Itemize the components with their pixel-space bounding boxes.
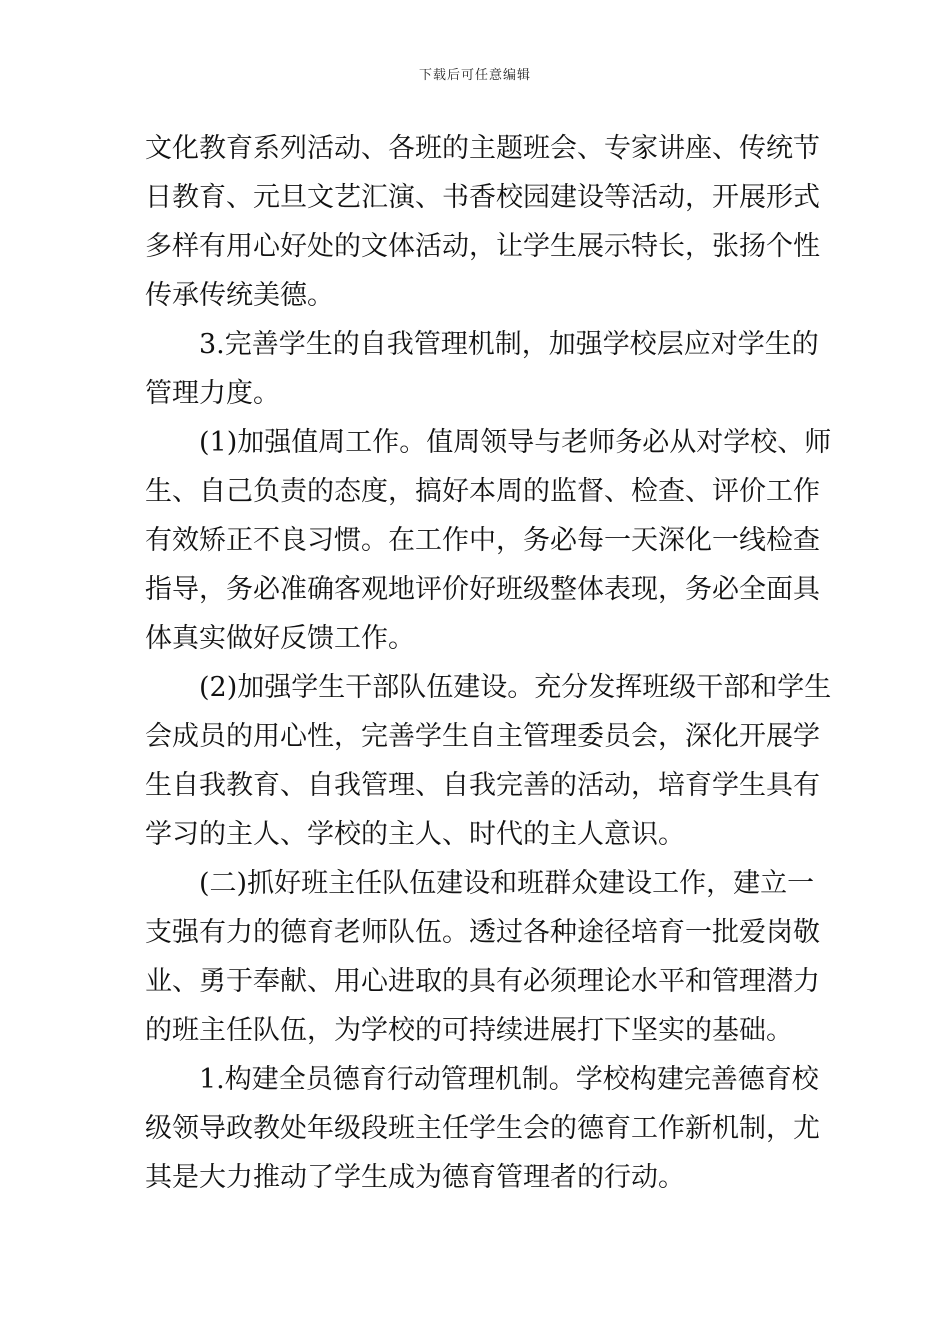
text-line: 的班主任队伍，为学校的可持续进展打下坚实的基础。 — [145, 1015, 793, 1046]
text-line: (二)抓好班主任队伍建设和班群众建设工作，建立一 — [199, 868, 815, 899]
text-line: 级领导政教处年级段班主任学生会的德育工作新机制，尤 — [145, 1113, 820, 1144]
text-line: (2)加强学生干部队伍建设。充分发挥班级干部和学生 — [199, 672, 832, 703]
text-line: (1)加强值周工作。值周领导与老师务必从对学校、师 — [199, 427, 832, 458]
text-line: 体真实做好反馈工作。 — [145, 623, 415, 654]
text-line: 有效矫正不良习惯。在工作中，务必每一天深化一线检查 — [145, 525, 820, 556]
text-line: 指导，务必准确客观地评价好班级整体表现，务必全面具 — [145, 574, 820, 605]
text-line: 文化教育系列活动、各班的主题班会、专家讲座、传统节 — [145, 133, 820, 164]
text-line: 传承传统美德。 — [145, 280, 334, 311]
text-line: 其是大力推动了学生成为德育管理者的行动。 — [145, 1162, 685, 1193]
text-line: 业、勇于奉献、用心进取的具有必须理论水平和管理潜力 — [145, 966, 820, 997]
text-line: 会成员的用心性，完善学生自主管理委员会，深化开展学 — [145, 721, 820, 752]
text-line: 生自我教育、自我管理、自我完善的活动，培育学生具有 — [145, 770, 820, 801]
document-body — [145, 124, 832, 1202]
text-line: 管理力度。 — [145, 378, 280, 409]
text-line: 支强有力的德育老师队伍。透过各种途径培育一批爱岗敬 — [145, 917, 820, 948]
text-line: 学习的主人、学校的主人、时代的主人意识。 — [145, 819, 685, 850]
text-line: 3.完善学生的自我管理机制，加强学校层应对学生的 — [199, 329, 819, 360]
text-line: 多样有用心好处的文体活动，让学生展示特长，张扬个性 — [145, 231, 820, 262]
text-line: 1.构建全员德育行动管理机制。学校构建完善德育校 — [199, 1064, 819, 1095]
text-line: 日教育、元旦文艺汇演、书香校园建设等活动，开展形式 — [145, 182, 820, 213]
text-line: 生、自己负责的态度，搞好本周的监督、检查、评价工作 — [145, 476, 820, 507]
page-header: 下载后可任意编辑 — [418, 68, 531, 83]
